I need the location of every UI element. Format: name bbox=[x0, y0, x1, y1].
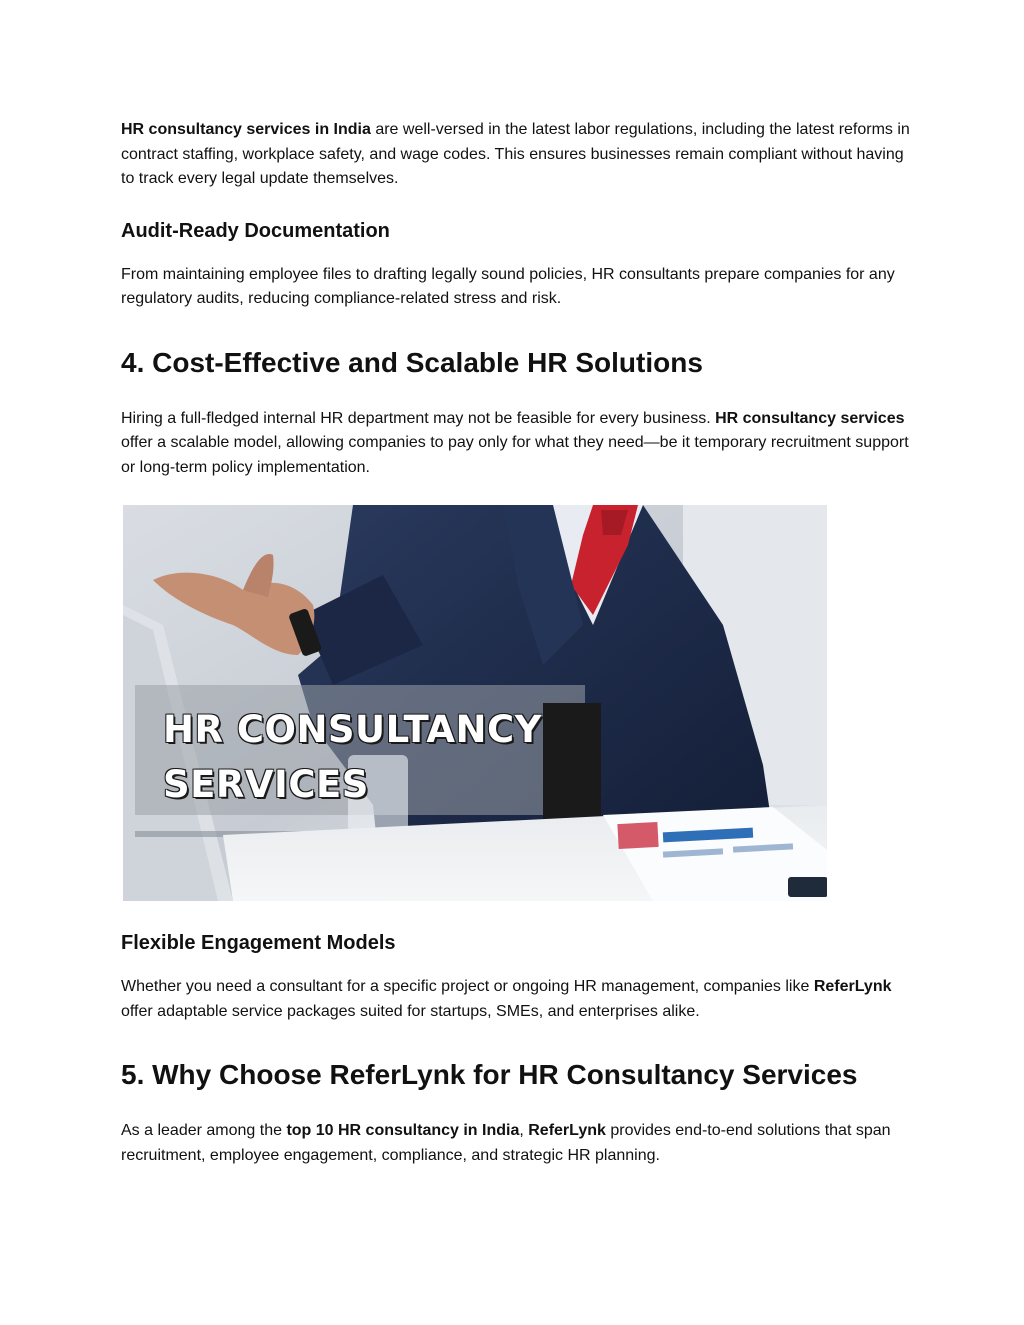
image-banner-line2: SERVICES bbox=[163, 763, 369, 806]
paragraph-why-choose-post: provides end-to-end solutions that span recruitment, employee engagement, compliance, and strategic HR planning. bbox=[121, 1122, 891, 1164]
heading-section-5: 5. Why Choose ReferLynk for HR Consultancy Services bbox=[121, 1059, 858, 1090]
paragraph-compliance bbox=[121, 118, 911, 192]
paragraph-cost-effective-post: offer a scalable model, allowing companies to pay only for what they need—be it temporary recruitment support or long-term policy implementation. bbox=[121, 434, 909, 476]
image-banner-line1: HR CONSULTANCY bbox=[163, 708, 542, 751]
paragraph-why-choose bbox=[121, 1119, 911, 1168]
paragraph-audit: From maintaining employee files to drafting legally sound policies, HR consultants prepare companies for any regulatory audits, reducing compliance-related stress and risk. bbox=[121, 265, 895, 307]
paragraph-cost-effective bbox=[121, 407, 911, 481]
heading-section-4: 4. Cost-Effective and Scalable HR Solutions bbox=[121, 346, 703, 378]
paragraph-cost-effective-pre: Hiring a full-fledged internal HR department may not be feasible for every business. bbox=[121, 409, 716, 427]
heading-flexible-engagement: Flexible Engagement Models bbox=[121, 932, 396, 954]
bold-referlynk: ReferLynk bbox=[813, 978, 892, 995]
hr-consultancy-image bbox=[123, 505, 827, 901]
paragraph-flexible-pre: Whether you need a consultant for a specific project or ongoing HR management, companies like bbox=[121, 978, 814, 995]
paragraph-why-choose-mid: , bbox=[519, 1122, 529, 1139]
bold-referlynk-2: ReferLynk bbox=[528, 1122, 606, 1139]
paragraph-flexible bbox=[121, 975, 911, 1024]
paragraph-flexible-post: offer adaptable service packages suited for startups, SMEs, and enterprises alike. bbox=[121, 1002, 700, 1020]
document-page bbox=[121, 118, 911, 1168]
paragraph-why-choose-pre: As a leader among the bbox=[121, 1122, 287, 1139]
bold-hr-consultancy-services: HR consultancy services bbox=[715, 409, 905, 427]
bold-top-10-hr: top 10 HR consultancy in India bbox=[286, 1122, 520, 1139]
paragraph-compliance-text: are well-versed in the latest labor regulations, including the latest reforms in contract staffing, workplace safety, and wage codes. This ensures businesses remain compliant without having to track every legal update themselves. bbox=[121, 121, 910, 187]
heading-audit-ready: Audit-Ready Documentation bbox=[121, 219, 390, 242]
bold-hr-consultancy-india: HR consultancy services in India bbox=[121, 121, 371, 138]
hr-consultancy-photo bbox=[123, 505, 827, 901]
